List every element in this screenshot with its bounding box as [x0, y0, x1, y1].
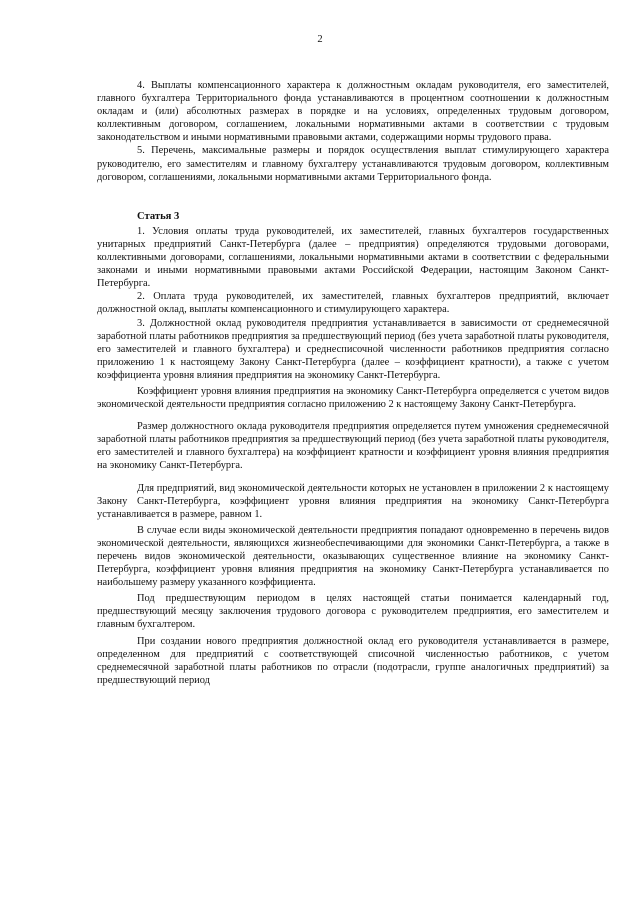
- paragraph-preceding-period: Под предшествующим периодом в целях настоящей статьи понимается календарный год, предшествующий месяцу заключения трудового договора с руководителем предприятия, его заместителем и главным бухгалтером.: [97, 593, 609, 631]
- paragraph-new-enterprise: При создании нового предприятия должностной оклад его руководителя устанавливается в размере, определенном для предприятий с соответствующей списочной численностью работников, с учетом среднемесячной заработной платы работников по отрасли (подотрасли, группе аналогичных предприятий) за предшествующий период: [97, 635, 609, 686]
- paragraph-article3-item1: 1. Условия оплаты труда руководителей, их заместителей, главных бухгалтеров государственных унитарных предприятий Санкт-Петербурга (далее – предприятия) определяются трудовыми договорами, коллективными договорами, соглашениями, локальными нормативными актами в соответствии с федеральными законами и иными нормативными правовыми актами Российской Федерации, настоящим Законом Санкт-Петербурга.: [97, 225, 609, 290]
- paragraph-article3-item3: 3. Должностной оклад руководителя предприятия устанавливается в зависимости от среднемесячной заработной платы работников предприятия за предшествующий период (без учета заработной платы руководителя, его заместителей и главного бухгалтера) и среднесписочной численности работников предприятия согласно приложению 1 к настоящему Закону Санкт-Петербурга (далее – коэффициент кратности), а также с учетом коэффициента уровня влияния предприятия на экономику Санкт-Петербурга.: [97, 317, 609, 381]
- paragraph-default-coefficient: Для предприятий, вид экономической деятельности которых не установлен в приложении 2 к настоящему Закону Санкт-Петербурга, коэффициент уровня влияния предприятия на экономику Санкт-Петербурга устанавливается в размере, равном 1.: [97, 482, 609, 520]
- paragraph-multiple-activities: В случае если виды экономической деятельности предприятия попадают одновременно в перечень видов экономической деятельности, являющихся жизнеобеспечивающими для экономики Санкт-Петербурга, а также в перечень видов экономической деятельности, оказывающих существенное влияние на экономику Санкт-Петербурга, коэффициент уровня влияния предприятия на экономику Санкт-Петербурга устанавливается по наибольшему размеру указанного коэффициента.: [97, 524, 609, 589]
- article-heading: Статья 3: [137, 210, 180, 222]
- paragraph-incentive-payments: 5. Перечень, максимальные размеры и порядок осуществления выплат стимулирующего характера руководителю, его заместителям и главному бухгалтеру устанавливаются трудовым договором, коллективным договором, соглашениями, локальными нормативными актами Территориального фонда.: [97, 145, 609, 183]
- paragraph-salary-size: Размер должностного оклада руководителя предприятия определяется путем умножения среднемесячной заработной платы работников предприятия за предшествующий период (без учета заработной платы руководителя, его заместителей и главного бухгалтера) на коэффициент кратности и коэффициент уровня влияния предприятия на экономику Санкт-Петербурга.: [97, 421, 609, 472]
- document-body: [97, 79, 609, 687]
- page-number: 2: [317, 34, 323, 45]
- paragraph-compensation-payments: 4. Выплаты компенсационного характера к должностным окладам руководителя, его заместителей, главного бухгалтера Территориального фонда устанавливаются в процентном соотношении к должностным окладам и (или) абсолютных размерах в порядке и на условиях, определенных трудовым договором, коллективным договором, соглашением, локальными нормативными актами в соответствии с трудовым законодательством и иными нормативными правовыми актами, содержащими нормы трудового права.: [97, 80, 609, 144]
- paragraph-influence-coefficient: Коэффициент уровня влияния предприятия на экономику Санкт-Петербурга определяется с учетом видов экономической деятельности предприятия согласно приложению 2 к настоящему Закону Санкт-Петербурга.: [97, 385, 609, 411]
- paragraph-article3-item2: 2. Оплата труда руководителей, их заместителей, главных бухгалтеров предприятий, включает должностной оклад, выплаты компенсационного и стимулирующего характера.: [97, 291, 609, 316]
